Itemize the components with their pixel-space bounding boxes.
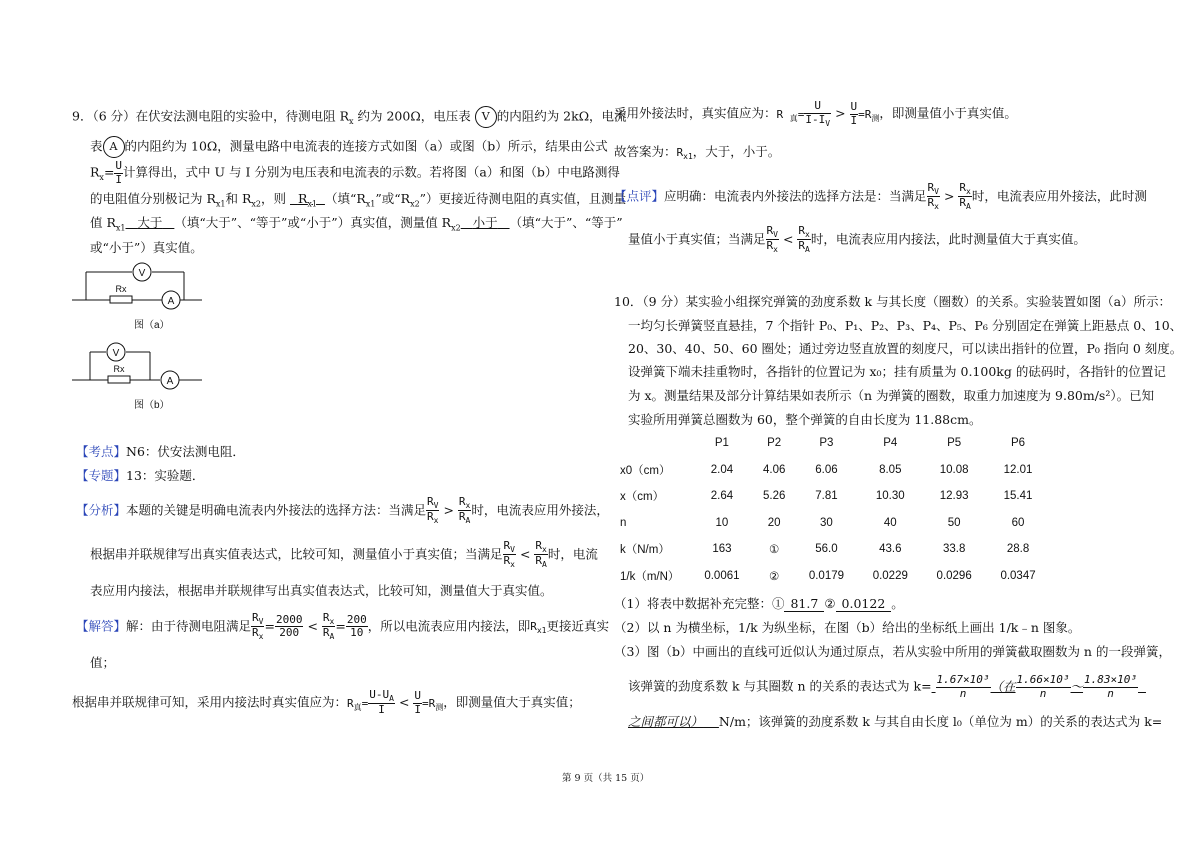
q10-line3: 20、30、40、50、60 圈处；通过旁边竖直放置的刻度尺，可以读出指针的位置，P₀ 指向 0 刻度。 — [628, 341, 1183, 356]
fenxi-row3: 表应用内接法，根据串并联规律写出真实值表达式，比较可知，测量值大于真实值。 — [90, 583, 553, 598]
resistor-a-icon — [110, 296, 132, 303]
jieda-row1: 【解答】解：由于待测电阻满足 $\frac{R_V}{R_x}$ = $\frac{2000}{200}$ < $\frac{R_x}{R_A}$ = $\frac{200}{10}$ ，所以电流表应用内接法，即$R_{x1}$更接近真实 — [76, 611, 609, 642]
header-p6: P6 — [1011, 437, 1026, 450]
formula-u-over-i: $\frac{U}{I}$ — [115, 159, 123, 186]
answer-0-0122: 0.0122 — [836, 598, 892, 612]
kaodian-row: 【考点】N6：伏安法测电阻． — [76, 444, 245, 459]
header-p1: P1 — [714, 437, 729, 450]
svg-text:A: A — [166, 376, 174, 387]
q9-line1: 9．（6 分）在伏安法测电阻的实验中，待测电阻 $R_x$ 约为 200Ω，电压表 V 的内阻约为 2kΩ，电流 — [72, 106, 627, 128]
svg-text:V: V — [112, 348, 120, 359]
caption-b: 图（b） — [134, 400, 170, 411]
table-row: n 10 20 30 40 50 60 — [620, 516, 1025, 529]
q10-line6: 实验所用弹簧总圈数为 60，整个弹簧的自由长度为 11.88cm。 — [628, 412, 982, 427]
table-row: x0（cm） 2.04 4.06 6.06 8.05 10.08 12.01 — [620, 463, 1033, 477]
table-header-row — [620, 430, 1050, 457]
header-p2: P2 — [767, 437, 782, 450]
q10-part1: （1）将表中数据补充完整：① 81.7 ② 0.0122 。 — [614, 596, 904, 611]
svg-text:A: A — [167, 296, 175, 307]
circuit-diagrams — [72, 262, 212, 412]
svg-text:Rx: Rx — [113, 364, 125, 374]
header-p5: P5 — [947, 437, 962, 450]
q10-line1: 10．（9 分）某实验小组探究弹簧的劲度系数 k 与其长度（圈数）的关系。实验装置如图（a）所示： — [614, 294, 1172, 309]
q9-line2: 表 A 的内阻约为 10Ω，测量电路中电流表的连接方式如图（a）或图（b）所示，结果由公式 — [90, 136, 608, 158]
answer-blank-bigger: 大于 — [137, 215, 163, 230]
q9-line5: 值 $R_{x1}$ 大于 （填“大于”、“等于”或“小于”）真实值，测量值 $R_{x2}$ 小于 （填“大于”、“等于” — [90, 215, 623, 233]
fenxi-row2: 根据串并联规律写出真实值表达式，比较可知，测量值小于真实值；当满足 $\frac{R_V}{R_x}$ < $\frac{R_x}{R_A}$ 时，电流 — [90, 539, 598, 570]
jieda-row3: 根据串并联规律可知，采用内接法时真实值应为：$R_真=$ $\frac{U-U_A}{I}$ < $\frac{U}{I}$ $=R_测$，即测量值大于真实值； — [72, 688, 581, 717]
ammeter-icon: A — [103, 136, 125, 158]
answer-81-7: 81.7 — [784, 598, 824, 612]
header-p3: P3 — [819, 437, 834, 450]
jieda-row2: 值； — [90, 655, 116, 670]
q10-part3-line3: 之间都可以） N/m；该弹簧的劲度系数 k 与其自由长度 l₀（单位为 m）的关系的表达式为 k= — [628, 714, 1163, 729]
q9-line3: $R_x=$ $\frac{U}{I}$ 计算得出，式中 U 与 I 分别为电压表和电流表的示数。若将图（a）和图（b）中电路测得 — [90, 159, 620, 186]
q10-part3-line1: （3）图（b）中画出的直线可近似认为通过原点，若从实验中所用的弹簧截取圈数为 n 的一段弹簧， — [614, 644, 1171, 659]
svg-text:Rx: Rx — [115, 284, 127, 294]
q10-line2: 一均匀长弹簧竖直悬挂，7 个指针 P₀、P₁、P₂、P₃、P₄、P₅、P₆ 分别固定在弹簧上距悬点 0、10、 — [628, 318, 1183, 333]
voltmeter-icon: V — [475, 106, 497, 128]
answer-blank-rx1: $R_{x1}$ — [297, 191, 317, 209]
table-row: 1/k（m/N） 0.0061 ② 0.0179 0.0229 0.0296 0.0347 — [620, 569, 1036, 583]
resistor-b-icon — [108, 376, 130, 383]
svg-text:V: V — [138, 268, 146, 279]
q9-line4: 的电阻值分别极记为 $R_{x1}$和 $R_{x2}$，则 $R_{x1}$ （填“$R_{x1}$”或“$R_{x2}$”）更接近待测电阻的真实值，且测量 — [90, 191, 627, 209]
guda-row: 故答案为：$R_{x1}$，大于，小于。 — [614, 144, 781, 162]
q9-line6: 或“小于”）真实值。 — [90, 240, 203, 255]
circuit-a — [72, 263, 202, 309]
q10-line5: 为 x。测量结果及部分计算结果如表所示（n 为弹簧的圈数，取重力加速度为 9.80m/s²）。已知 — [628, 388, 1155, 403]
circuit-b — [72, 343, 202, 389]
dianping-row1: 【点评】应明确：电流表内外接法的选择方法是：当满足 $\frac{R_V}{R_x}$ > $\frac{R_x}{R_A}$ 时，电流表应用外接法，此时测 — [614, 181, 1147, 212]
dianping-row2: 量值小于真实值；当满足 $\frac{R_V}{R_x}$ < $\frac{R_x}{R_A}$ 时，电流表应用内接法，此时测量值大于真实值。 — [628, 224, 1086, 255]
q10-line4: 设弹簧下端未挂重物时，各指针的位置记为 x₀；挂有质量为 0.100kg 的砝码时，各指针的位置记 — [628, 364, 1166, 379]
spring-data-table — [620, 430, 1050, 589]
fenxi-row1: 【分析】本题的关键是明确电流表内外接法的选择方法：当满足 $\frac{R_V}{R_x}$ > $\frac{R_x}{R_A}$ 时，电流表应用外接法， — [76, 495, 609, 526]
q10-part3-line2: 该弹簧的劲度系数 k 与其圈数 n 的关系的表达式为 k= $\frac{\text{1.67×10³}}{n}$ （在 $\frac{\text{1.66×10³}}{n}$ ～ $\frac{\text{1.83×10³}}{n}$ — [628, 673, 1138, 700]
caption-a: 图（a） — [134, 320, 170, 331]
page-footer: 第 9 页（共 15 页） — [562, 773, 650, 784]
table-row: k（N/m） 163 ① 56.0 43.6 33.8 28.8 — [620, 543, 1030, 557]
table-row: x（cm） 2.64 5.26 7.81 10.30 12.93 15.41 — [620, 490, 1033, 504]
zhuanti-row: 【专题】13：实验题． — [76, 468, 205, 483]
waijie-row: 采用外接法时，真实值应为：R $_真$= $\frac{U}{I-I_V}$ > $\frac{U}{I}$ $=R_测$，即测量值小于真实值。 — [614, 99, 1017, 128]
q10-part2: （2）以 n 为横坐标，1/k 为纵坐标，在图（b）给出的坐标纸上画出 1/k﹣n 图象。 — [614, 620, 1081, 635]
answer-blank-smaller: 小于 — [472, 215, 498, 230]
header-p4: P4 — [883, 437, 898, 450]
